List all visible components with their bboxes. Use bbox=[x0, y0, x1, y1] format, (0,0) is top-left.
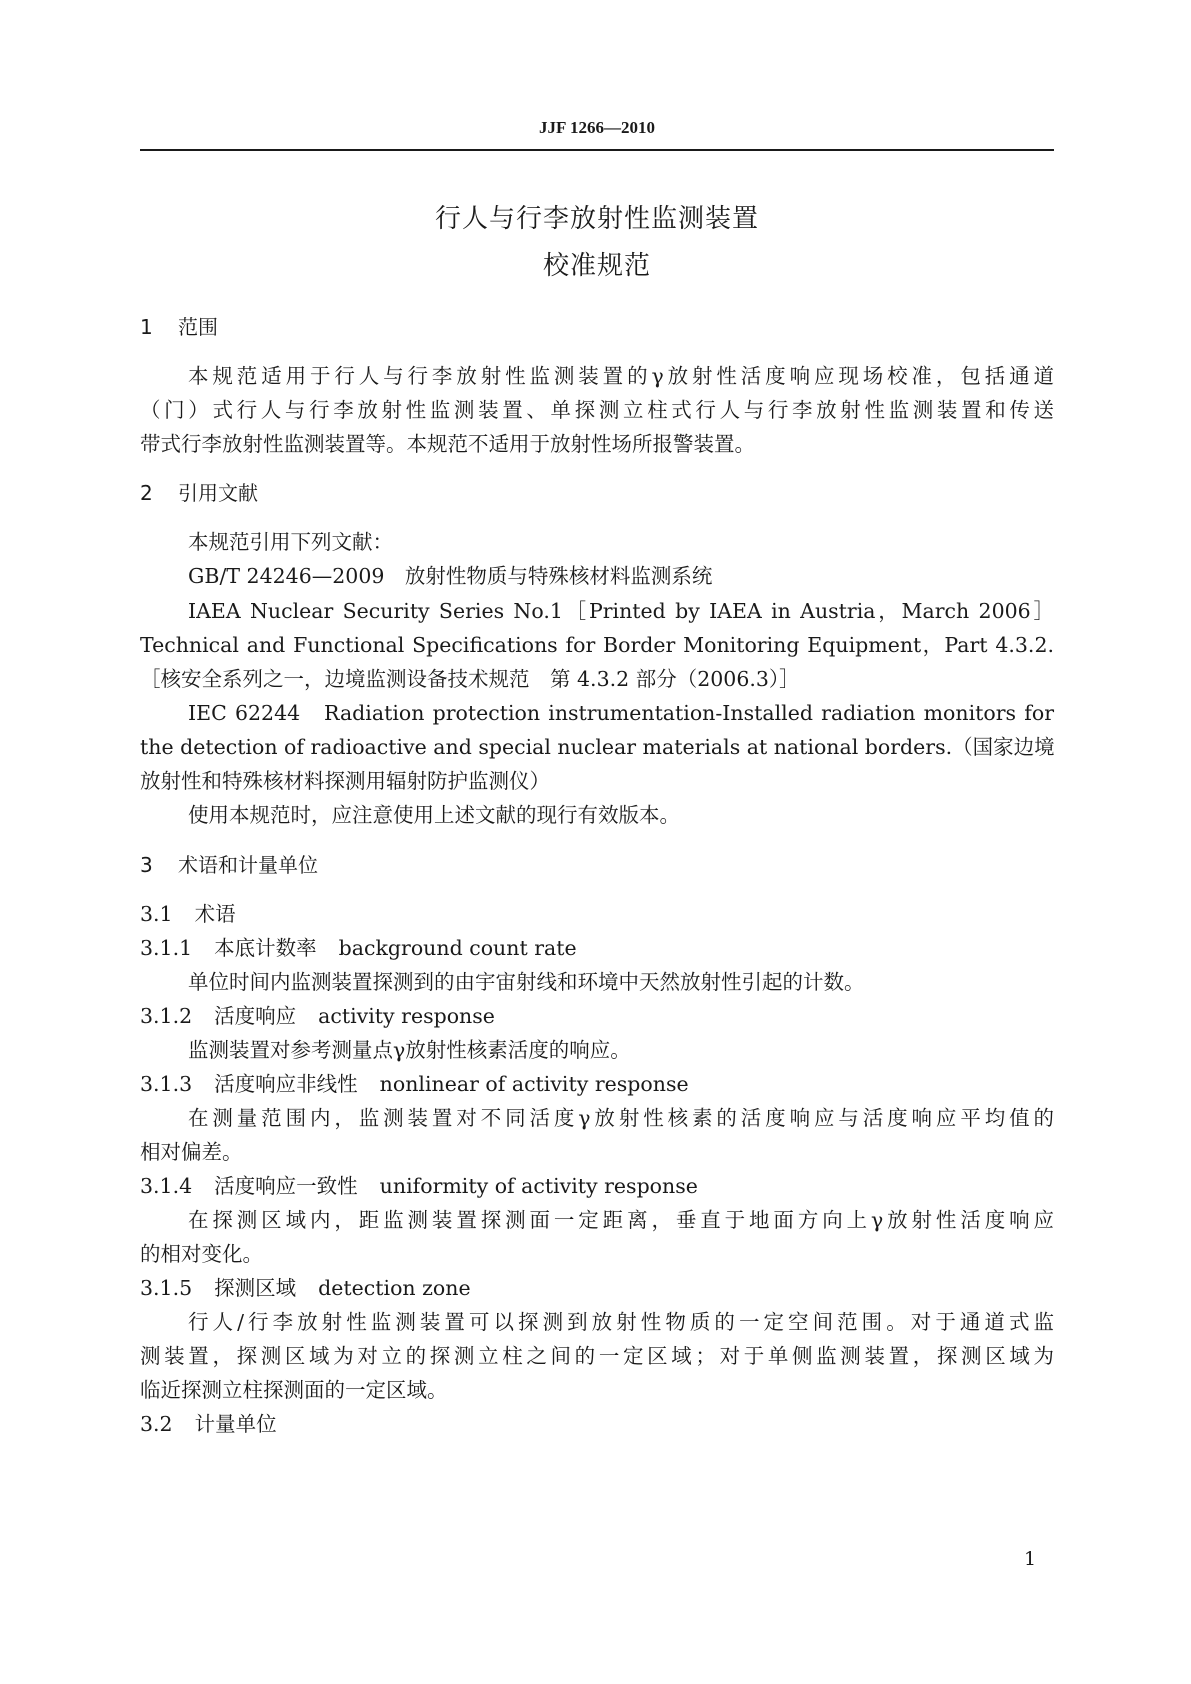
reference-line: IEC 62244 Radiation protection instrumentation-Installed radiation monitors for bbox=[188, 701, 1054, 725]
section-title: 引用文献 bbox=[178, 481, 258, 505]
subsection-title: 计量单位 bbox=[194, 1412, 277, 1436]
section-title: 范围 bbox=[178, 315, 218, 339]
term-number: 3.1.4 bbox=[140, 1174, 193, 1198]
term-english: background count rate bbox=[338, 936, 577, 960]
term-3-1-5-heading bbox=[140, 1270, 1054, 1306]
term-definition-line: 的相对变化。 bbox=[140, 1242, 263, 1266]
term-3-1-3-heading bbox=[140, 1066, 1054, 1102]
subsection-3-2-heading bbox=[140, 1406, 1054, 1442]
section-number: 1 bbox=[140, 315, 153, 339]
term-3-1-1-heading bbox=[140, 930, 1054, 966]
reference-line: Technical and Functional Specifications for Border Monitoring Equipment，Part 4.3.2. bbox=[140, 633, 1054, 657]
term-definition-line: 测装置，探测区域为对立的探测立柱之间的一定区域；对于单侧监测装置，探测区域为 bbox=[140, 1344, 1054, 1368]
term-3-1-2-heading bbox=[140, 998, 1054, 1034]
section-number: 3 bbox=[140, 853, 153, 877]
subsection-number: 3.1 bbox=[140, 902, 173, 926]
paragraph-line: 本规范适用于行人与行李放射性监测装置的γ放射性活度响应现场校准，包括通道 bbox=[188, 364, 1054, 388]
subsection-title: 术语 bbox=[194, 902, 236, 926]
term-number: 3.1.3 bbox=[140, 1072, 193, 1096]
paragraph-line: （门）式行人与行李放射性监测装置、单探测立柱式行人与行李放射性监测装置和传送 bbox=[140, 398, 1054, 422]
term-number: 3.1.2 bbox=[140, 1004, 193, 1028]
term-chinese: 活度响应 bbox=[214, 1004, 297, 1028]
term-chinese: 本底计数率 bbox=[214, 936, 317, 960]
term-definition-line: 临近探测立柱探测面的一定区域。 bbox=[140, 1378, 448, 1402]
section-2-heading bbox=[140, 475, 1054, 511]
reference-line: the detection of radioactive and special nuclear materials at national borders.（国家边境 bbox=[140, 735, 1055, 759]
page-number: 1 bbox=[1024, 1548, 1037, 1570]
document-code-header: JJF 1266—2010 bbox=[538, 118, 655, 137]
term-definition-line: 监测装置对参考测量点γ放射性核素活度的响应。 bbox=[188, 1038, 631, 1062]
reference-line: 放射性和特殊核材料探测用辐射防护监测仪） bbox=[140, 769, 550, 793]
paragraph-line: 带式行李放射性监测装置等。本规范不适用于放射性场所报警装置。 bbox=[140, 432, 755, 456]
subsection-number: 3.2 bbox=[140, 1412, 173, 1436]
term-number: 3.1.1 bbox=[140, 936, 193, 960]
term-english: detection zone bbox=[318, 1276, 471, 1300]
section-title: 术语和计量单位 bbox=[178, 853, 318, 877]
term-definition-line: 行人/行李放射性监测装置可以探测到放射性物质的一定空间范围。对于通道式监 bbox=[188, 1310, 1054, 1334]
header-rule bbox=[140, 149, 1054, 151]
term-english: activity response bbox=[318, 1004, 495, 1028]
section-number: 2 bbox=[140, 481, 153, 505]
paragraph-line: 使用本规范时，应注意使用上述文献的现行有效版本。 bbox=[188, 803, 680, 827]
reference-line: ［核安全系列之一，边境监测设备技术规范 第 4.3.2 部分（2006.3）］ bbox=[140, 667, 800, 691]
document-title: 行人与行李放射性监测装置 bbox=[434, 204, 759, 234]
term-definition-line: 相对偏差。 bbox=[140, 1140, 243, 1164]
term-definition-line: 在测量范围内，监测装置对不同活度γ放射性核素的活度响应与活度响应平均值的 bbox=[188, 1106, 1054, 1130]
term-english: uniformity of activity response bbox=[379, 1174, 698, 1198]
reference-line: GB/T 24246—2009 放射性物质与特殊核材料监测系统 bbox=[188, 564, 713, 588]
term-english: nonlinear of activity response bbox=[379, 1072, 689, 1096]
term-definition-line: 在探测区域内，距监测装置探测面一定距离，垂直于地面方向上γ放射性活度响应 bbox=[188, 1208, 1054, 1232]
subsection-3-1-heading bbox=[140, 896, 1054, 932]
term-chinese: 活度响应非线性 bbox=[214, 1072, 358, 1096]
reference-line: IAEA Nuclear Security Series No.1［Printed by IAEA in Austria，March 2006］ bbox=[188, 599, 1054, 623]
term-definition-line: 单位时间内监测装置探测到的由宇宙射线和环境中天然放射性引起的计数。 bbox=[188, 970, 865, 994]
term-3-1-4-heading bbox=[140, 1168, 1054, 1204]
section-3-heading bbox=[140, 847, 1054, 883]
paragraph-line: 本规范引用下列文献： bbox=[188, 530, 393, 554]
term-number: 3.1.5 bbox=[140, 1276, 193, 1300]
section-1-heading bbox=[140, 309, 1054, 345]
term-chinese: 探测区域 bbox=[214, 1276, 297, 1300]
term-chinese: 活度响应一致性 bbox=[214, 1174, 358, 1198]
document-subtitle: 校准规范 bbox=[542, 251, 651, 281]
